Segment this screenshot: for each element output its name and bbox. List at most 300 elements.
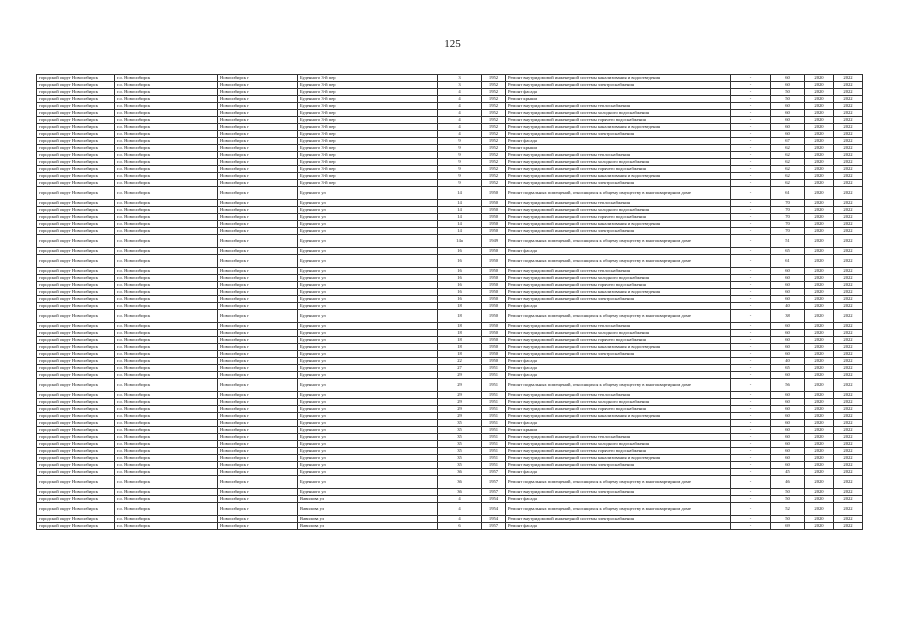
cell-extra: - [731, 173, 771, 180]
cell-year-from: 2020 [805, 399, 834, 406]
cell-district: г.о. Новосибирск [115, 138, 218, 145]
cell-extra: - [731, 221, 771, 228]
cell-district: г.о. Новосибирск [115, 110, 218, 117]
cell-year: 1950 [482, 268, 506, 275]
cell-year: 1950 [482, 337, 506, 344]
cell-street: Буденного ул [298, 469, 438, 476]
cell-extra: - [731, 455, 771, 462]
cell-wear-percent: 46 [771, 476, 805, 489]
cell-year: 1950 [482, 187, 506, 200]
cell-extra: - [731, 103, 771, 110]
cell-extra: - [731, 344, 771, 351]
cell-wear-percent: 60 [771, 351, 805, 358]
cell-district: г.о. Новосибирск [115, 310, 218, 323]
cell-year-to: 2022 [834, 420, 863, 427]
cell-extra: - [731, 379, 771, 392]
cell-year-from: 2020 [805, 275, 834, 282]
cell-settlement: Новосибирск г [218, 173, 298, 180]
cell-year-from: 2020 [805, 221, 834, 228]
cell-settlement: Новосибирск г [218, 138, 298, 145]
cell-wear-percent: 60 [771, 399, 805, 406]
cell-year-to: 2022 [834, 489, 863, 496]
cell-settlement: Новосибирск г [218, 75, 298, 82]
cell-settlement: Новосибирск г [218, 275, 298, 282]
cell-year: 1952 [482, 159, 506, 166]
cell-settlement: Новосибирск г [218, 200, 298, 207]
cell-year: 1951 [482, 399, 506, 406]
cell-year-to: 2022 [834, 138, 863, 145]
table-row [37, 351, 863, 358]
cell-year-to: 2022 [834, 379, 863, 392]
cell-year: 1957 [482, 469, 506, 476]
cell-street: Буденного ул [298, 330, 438, 337]
cell-year: 1952 [482, 89, 506, 96]
cell-district: г.о. Новосибирск [115, 503, 218, 516]
cell-extra: - [731, 207, 771, 214]
cell-year: 1950 [482, 255, 506, 268]
cell-work-type: Ремонт внутридомовой инженерной системы электроснабжения [506, 462, 731, 469]
cell-municipality: городской округ Новосибирск [37, 476, 115, 489]
table-row [37, 255, 863, 268]
cell-house: 4 [438, 89, 482, 96]
cell-settlement: Новосибирск г [218, 310, 298, 323]
cell-year: 1952 [482, 166, 506, 173]
cell-work-type: Ремонт внутридомовой инженерной системы канализования и водоотведения [506, 455, 731, 462]
cell-work-type: Ремонт внутридомовой инженерной системы канализования и водоотведения [506, 124, 731, 131]
cell-year: 1952 [482, 138, 506, 145]
cell-extra: - [731, 496, 771, 503]
cell-year: 1952 [482, 82, 506, 89]
cell-extra: - [731, 131, 771, 138]
cell-district: г.о. Новосибирск [115, 469, 218, 476]
cell-municipality: городской округ Новосибирск [37, 489, 115, 496]
cell-year-from: 2020 [805, 296, 834, 303]
cell-house: 14 [438, 221, 482, 228]
cell-year-from: 2020 [805, 117, 834, 124]
cell-wear-percent: 60 [771, 110, 805, 117]
cell-work-type: Ремонт фасада [506, 89, 731, 96]
table-row [37, 96, 863, 103]
cell-work-type: Ремонт внутридомовой инженерной системы горячего водоснабжения [506, 337, 731, 344]
cell-settlement: Новосибирск г [218, 82, 298, 89]
cell-work-type: Ремонт внутридомовой инженерной системы холодного водоснабжения [506, 110, 731, 117]
cell-municipality: городской округ Новосибирск [37, 138, 115, 145]
cell-extra: - [731, 187, 771, 200]
cell-district: г.о. Новосибирск [115, 96, 218, 103]
cell-year-from: 2020 [805, 441, 834, 448]
cell-settlement: Новосибирск г [218, 469, 298, 476]
cell-work-type: Ремонт фасада [506, 365, 731, 372]
cell-work-type: Ремонт внутридомовой инженерной системы теплоснабжения [506, 200, 731, 207]
cell-district: г.о. Новосибирск [115, 180, 218, 187]
cell-street: Буденного 3-й пер [298, 124, 438, 131]
cell-year: 1952 [482, 131, 506, 138]
cell-house: 35 [438, 420, 482, 427]
cell-municipality: городской округ Новосибирск [37, 323, 115, 330]
cell-year-to: 2022 [834, 330, 863, 337]
cell-work-type: Ремонт внутридомовой инженерной системы горячего водоснабжения [506, 214, 731, 221]
cell-year-from: 2020 [805, 303, 834, 310]
cell-year-to: 2022 [834, 358, 863, 365]
cell-street: Вавилова ул [298, 503, 438, 516]
cell-district: г.о. Новосибирск [115, 372, 218, 379]
cell-street: Вавилова ул [298, 516, 438, 523]
cell-work-type: Ремонт внутридомовой инженерной системы электроснабжения [506, 351, 731, 358]
cell-house: 29 [438, 399, 482, 406]
cell-district: г.о. Новосибирск [115, 289, 218, 296]
table-row [37, 180, 863, 187]
cell-settlement: Новосибирск г [218, 255, 298, 268]
cell-year-to: 2022 [834, 296, 863, 303]
cell-municipality: городской округ Новосибирск [37, 117, 115, 124]
cell-house: 4 [438, 96, 482, 103]
cell-street: Буденного ул [298, 406, 438, 413]
cell-year-to: 2022 [834, 476, 863, 489]
cell-year-from: 2020 [805, 173, 834, 180]
cell-district: г.о. Новосибирск [115, 476, 218, 489]
cell-work-type: Ремонт внутридомовой инженерной системы электроснабжения [506, 131, 731, 138]
cell-extra: - [731, 159, 771, 166]
cell-settlement: Новосибирск г [218, 152, 298, 159]
table-row [37, 82, 863, 89]
cell-municipality: городской округ Новосибирск [37, 214, 115, 221]
cell-street: Буденного ул [298, 207, 438, 214]
cell-work-type: Ремонт внутридомовой инженерной системы канализования и водоотведения [506, 173, 731, 180]
cell-district: г.о. Новосибирск [115, 496, 218, 503]
cell-house: 35 [438, 427, 482, 434]
cell-house: 16 [438, 255, 482, 268]
table-row [37, 420, 863, 427]
cell-street: Буденного ул [298, 248, 438, 255]
table-row [37, 523, 863, 530]
cell-extra: - [731, 462, 771, 469]
cell-municipality: городской округ Новосибирск [37, 221, 115, 228]
cell-house: 35 [438, 448, 482, 455]
table-row [37, 214, 863, 221]
cell-year-to: 2022 [834, 248, 863, 255]
cell-extra: - [731, 82, 771, 89]
cell-year-from: 2020 [805, 503, 834, 516]
cell-work-type: Ремонт внутридомовой инженерной системы горячего водоснабжения [506, 166, 731, 173]
cell-wear-percent: 62 [771, 173, 805, 180]
cell-wear-percent: 62 [771, 152, 805, 159]
cell-house: 4 [438, 124, 482, 131]
cell-year-to: 2022 [834, 89, 863, 96]
cell-street: Буденного 3-й пер [298, 145, 438, 152]
cell-municipality: городской округ Новосибирск [37, 75, 115, 82]
cell-settlement: Новосибирск г [218, 159, 298, 166]
cell-wear-percent: 60 [771, 289, 805, 296]
cell-wear-percent: 60 [771, 455, 805, 462]
cell-street: Буденного ул [298, 221, 438, 228]
cell-district: г.о. Новосибирск [115, 131, 218, 138]
table-row [37, 159, 863, 166]
cell-house: 9 [438, 173, 482, 180]
cell-year-from: 2020 [805, 455, 834, 462]
cell-year-to: 2022 [834, 110, 863, 117]
cell-year: 1950 [482, 228, 506, 235]
cell-wear-percent: 60 [771, 75, 805, 82]
cell-settlement: Новосибирск г [218, 131, 298, 138]
cell-work-type: Ремонт фасада [506, 469, 731, 476]
cell-district: г.о. Новосибирск [115, 413, 218, 420]
table-row [37, 138, 863, 145]
cell-street: Буденного ул [298, 268, 438, 275]
cell-street: Буденного 3-й пер [298, 96, 438, 103]
cell-extra: - [731, 235, 771, 248]
cell-house: 35 [438, 441, 482, 448]
cell-year-from: 2020 [805, 392, 834, 399]
cell-year-from: 2020 [805, 255, 834, 268]
cell-house: 35 [438, 455, 482, 462]
cell-municipality: городской округ Новосибирск [37, 275, 115, 282]
cell-year: 1950 [482, 221, 506, 228]
cell-district: г.о. Новосибирск [115, 282, 218, 289]
table-row [37, 323, 863, 330]
cell-district: г.о. Новосибирск [115, 427, 218, 434]
cell-year: 1952 [482, 173, 506, 180]
cell-district: г.о. Новосибирск [115, 434, 218, 441]
cell-settlement: Новосибирск г [218, 89, 298, 96]
cell-year-from: 2020 [805, 351, 834, 358]
cell-year: 1952 [482, 145, 506, 152]
cell-extra: - [731, 145, 771, 152]
table-row [37, 235, 863, 248]
cell-district: г.о. Новосибирск [115, 145, 218, 152]
cell-settlement: Новосибирск г [218, 372, 298, 379]
cell-municipality: городской округ Новосибирск [37, 268, 115, 275]
cell-extra: - [731, 96, 771, 103]
table-row [37, 221, 863, 228]
cell-year-from: 2020 [805, 200, 834, 207]
cell-extra: - [731, 434, 771, 441]
cell-house: 14 [438, 187, 482, 200]
cell-year-to: 2022 [834, 103, 863, 110]
cell-district: г.о. Новосибирск [115, 489, 218, 496]
cell-extra: - [731, 75, 771, 82]
cell-house: 14а [438, 235, 482, 248]
cell-house: 4 [438, 503, 482, 516]
cell-year: 1950 [482, 282, 506, 289]
cell-settlement: Новосибирск г [218, 296, 298, 303]
cell-year-from: 2020 [805, 110, 834, 117]
cell-district: г.о. Новосибирск [115, 221, 218, 228]
cell-district: г.о. Новосибирск [115, 303, 218, 310]
cell-settlement: Новосибирск г [218, 235, 298, 248]
cell-year-to: 2022 [834, 117, 863, 124]
cell-year-to: 2022 [834, 516, 863, 523]
table-row [37, 310, 863, 323]
cell-year: 1952 [482, 117, 506, 124]
cell-street: Буденного ул [298, 358, 438, 365]
cell-year-to: 2022 [834, 82, 863, 89]
cell-work-type: Ремонт фасада [506, 303, 731, 310]
cell-wear-percent: 50 [771, 96, 805, 103]
cell-year: 1950 [482, 344, 506, 351]
cell-district: г.о. Новосибирск [115, 344, 218, 351]
cell-house: 4 [438, 117, 482, 124]
cell-street: Буденного ул [298, 228, 438, 235]
cell-year: 1952 [482, 124, 506, 131]
cell-work-type: Ремонт внутридомовой инженерной системы электроснабжения [506, 82, 731, 89]
cell-year-to: 2022 [834, 303, 863, 310]
cell-work-type: Ремонт подвальных помещений, относящихся к общему имуществу в многоквартирном доме [506, 310, 731, 323]
cell-wear-percent: 40 [771, 303, 805, 310]
cell-extra: - [731, 469, 771, 476]
cell-year-from: 2020 [805, 124, 834, 131]
cell-year: 1952 [482, 75, 506, 82]
cell-settlement: Новосибирск г [218, 379, 298, 392]
cell-year-from: 2020 [805, 372, 834, 379]
cell-municipality: городской округ Новосибирск [37, 372, 115, 379]
cell-district: г.о. Новосибирск [115, 89, 218, 96]
table-row [37, 516, 863, 523]
cell-settlement: Новосибирск г [218, 337, 298, 344]
cell-wear-percent: 60 [771, 275, 805, 282]
cell-year: 1951 [482, 427, 506, 434]
cell-extra: - [731, 214, 771, 221]
cell-settlement: Новосибирск г [218, 96, 298, 103]
cell-settlement: Новосибирск г [218, 427, 298, 434]
cell-work-type: Ремонт внутридомовой инженерной системы канализования и водоотведения [506, 344, 731, 351]
cell-house: 6 [438, 523, 482, 530]
cell-year: 1951 [482, 434, 506, 441]
cell-wear-percent: 61 [771, 255, 805, 268]
cell-district: г.о. Новосибирск [115, 420, 218, 427]
cell-house: 9 [438, 159, 482, 166]
cell-district: г.о. Новосибирск [115, 228, 218, 235]
cell-house: 36 [438, 489, 482, 496]
cell-year-from: 2020 [805, 476, 834, 489]
cell-street: Буденного 3-й пер [298, 159, 438, 166]
cell-street: Буденного ул [298, 434, 438, 441]
cell-house: 14 [438, 200, 482, 207]
cell-district: г.о. Новосибирск [115, 248, 218, 255]
cell-year-from: 2020 [805, 75, 834, 82]
cell-work-type: Ремонт внутридомовой инженерной системы теплоснабжения [506, 392, 731, 399]
cell-year-from: 2020 [805, 379, 834, 392]
cell-wear-percent: 45 [771, 469, 805, 476]
cell-house: 14 [438, 228, 482, 235]
cell-year-to: 2022 [834, 392, 863, 399]
table-row [37, 173, 863, 180]
cell-extra: - [731, 117, 771, 124]
cell-municipality: городской округ Новосибирск [37, 503, 115, 516]
cell-year: 1951 [482, 372, 506, 379]
cell-settlement: Новосибирск г [218, 365, 298, 372]
cell-extra: - [731, 330, 771, 337]
cell-year-to: 2022 [834, 462, 863, 469]
table-row [37, 476, 863, 489]
cell-municipality: городской округ Новосибирск [37, 180, 115, 187]
cell-year-to: 2022 [834, 124, 863, 131]
cell-municipality: городской округ Новосибирск [37, 420, 115, 427]
cell-district: г.о. Новосибирск [115, 406, 218, 413]
cell-street: Буденного ул [298, 255, 438, 268]
cell-district: г.о. Новосибирск [115, 296, 218, 303]
cell-street: Буденного ул [298, 462, 438, 469]
cell-wear-percent: 70 [771, 207, 805, 214]
cell-year-to: 2022 [834, 323, 863, 330]
cell-year-from: 2020 [805, 207, 834, 214]
cell-year-from: 2020 [805, 496, 834, 503]
cell-settlement: Новосибирск г [218, 145, 298, 152]
cell-house: 9 [438, 138, 482, 145]
cell-extra: - [731, 296, 771, 303]
cell-year-to: 2022 [834, 159, 863, 166]
cell-work-type: Ремонт внутридомовой инженерной системы электроснабжения [506, 180, 731, 187]
cell-work-type: Ремонт внутридомовой инженерной системы теплоснабжения [506, 323, 731, 330]
cell-year-from: 2020 [805, 462, 834, 469]
cell-year: 1952 [482, 180, 506, 187]
page-number: 125 [444, 38, 461, 50]
cell-settlement: Новосибирск г [218, 516, 298, 523]
cell-street: Буденного 3-й пер [298, 103, 438, 110]
cell-street: Буденного ул [298, 448, 438, 455]
cell-house: 16 [438, 275, 482, 282]
cell-municipality: городской округ Новосибирск [37, 248, 115, 255]
cell-wear-percent: 60 [771, 103, 805, 110]
cell-municipality: городской округ Новосибирск [37, 351, 115, 358]
cell-settlement: Новосибирск г [218, 496, 298, 503]
cell-year-from: 2020 [805, 469, 834, 476]
cell-municipality: городской округ Новосибирск [37, 303, 115, 310]
cell-extra: - [731, 268, 771, 275]
cell-settlement: Новосибирск г [218, 476, 298, 489]
cell-year-to: 2022 [834, 413, 863, 420]
cell-municipality: городской округ Новосибирск [37, 310, 115, 323]
cell-year: 1950 [482, 289, 506, 296]
capital-repair-table [36, 74, 863, 530]
cell-work-type: Ремонт внутридомовой инженерной системы теплоснабжения [506, 152, 731, 159]
cell-extra: - [731, 413, 771, 420]
cell-house: 18 [438, 330, 482, 337]
table-row [37, 496, 863, 503]
cell-house: 16 [438, 289, 482, 296]
cell-work-type: Ремонт подвальных помещений, относящихся к общему имуществу в многоквартирном доме [506, 476, 731, 489]
cell-street: Буденного ул [298, 420, 438, 427]
cell-extra: - [731, 303, 771, 310]
cell-district: г.о. Новосибирск [115, 441, 218, 448]
cell-municipality: городской округ Новосибирск [37, 173, 115, 180]
cell-street: Буденного 3-й пер [298, 152, 438, 159]
cell-year-to: 2022 [834, 351, 863, 358]
cell-settlement: Новосибирск г [218, 187, 298, 200]
cell-municipality: городской округ Новосибирск [37, 399, 115, 406]
table-row [37, 89, 863, 96]
cell-street: Буденного 3-й пер [298, 131, 438, 138]
cell-house: 9 [438, 166, 482, 173]
cell-street: Буденного 3-й пер [298, 180, 438, 187]
cell-street: Буденного ул [298, 427, 438, 434]
cell-year: 1951 [482, 406, 506, 413]
cell-wear-percent: 60 [771, 330, 805, 337]
cell-extra: - [731, 476, 771, 489]
cell-work-type: Ремонт внутридомовой инженерной системы холодного водоснабжения [506, 441, 731, 448]
cell-year-to: 2022 [834, 96, 863, 103]
cell-street: Буденного ул [298, 303, 438, 310]
cell-wear-percent: 60 [771, 372, 805, 379]
table-row [37, 166, 863, 173]
cell-year-from: 2020 [805, 310, 834, 323]
cell-year-to: 2022 [834, 145, 863, 152]
cell-work-type: Ремонт внутридомовой инженерной системы холодного водоснабжения [506, 207, 731, 214]
cell-district: г.о. Новосибирск [115, 117, 218, 124]
cell-municipality: городской округ Новосибирск [37, 296, 115, 303]
cell-municipality: городской округ Новосибирск [37, 152, 115, 159]
cell-year-to: 2022 [834, 337, 863, 344]
table-row [37, 365, 863, 372]
